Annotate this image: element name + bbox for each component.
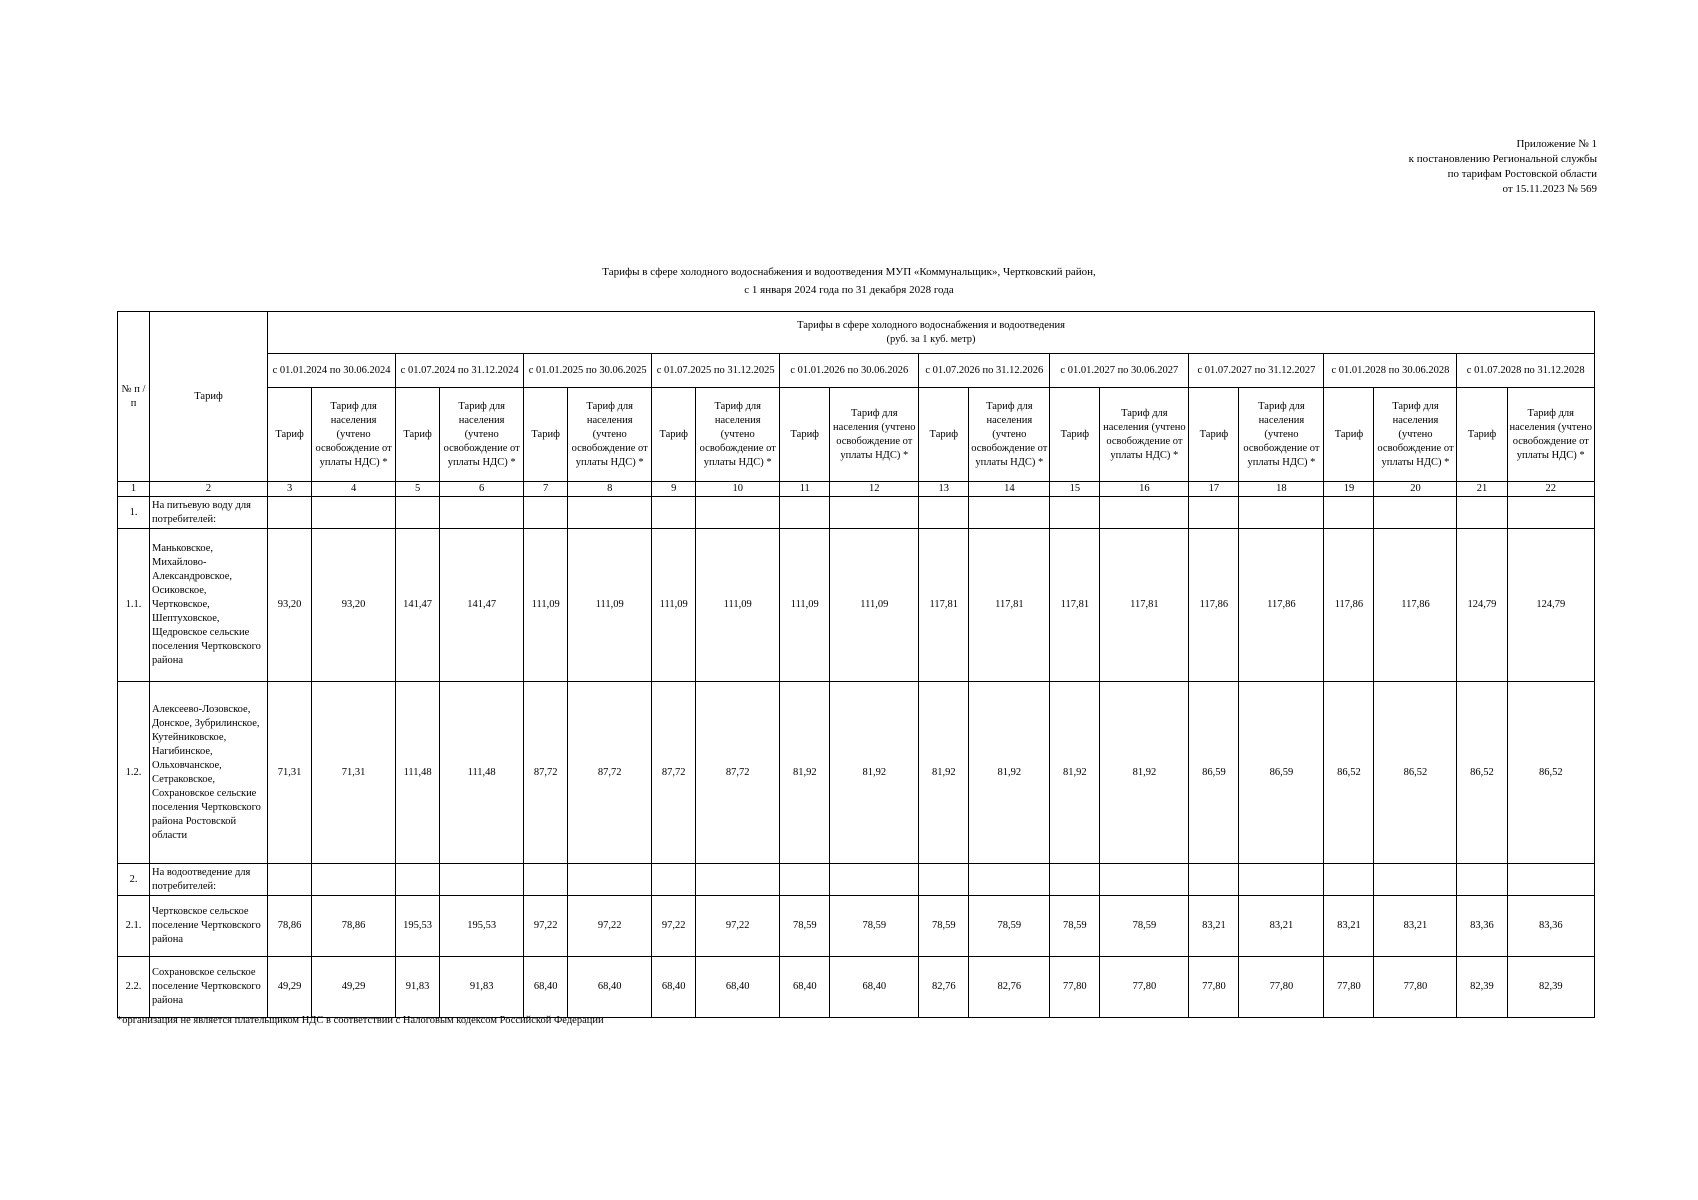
tariff-value [396,864,440,896]
tariff-value: 49,29 [268,957,312,1018]
tariff-value: 71,31 [312,682,396,864]
tariff-value [268,864,312,896]
period-header: с 01.01.2027 по 30.06.2027 [1050,354,1189,388]
column-number: 22 [1507,482,1595,497]
footnote: *организация не является плательщиком НДС в соответствии с Налоговым кодексом Российской Федерации [117,1015,604,1026]
table-row [118,682,1595,864]
column-number: 5 [396,482,440,497]
tariff-value: 78,59 [780,896,830,957]
tariff-value [1189,864,1239,896]
tariff-value: 111,09 [524,529,568,682]
appendix-line: от 15.11.2023 № 569 [1502,183,1597,195]
group-header-unit: (руб. за 1 куб. метр) [886,333,976,345]
tariff-value [1239,864,1324,896]
tariff-value: 78,59 [1050,896,1100,957]
appendix-line: Приложение № 1 [1516,138,1597,150]
tariff-value [1324,497,1374,529]
tariff-value: 82,39 [1507,957,1595,1018]
period-header: с 01.01.2028 по 30.06.2028 [1324,354,1457,388]
subheader-population-tariff: Тариф для населения (учтено освобождение от уплаты НДС) * [1100,388,1189,482]
column-number: 7 [524,482,568,497]
tariff-value: 117,86 [1189,529,1239,682]
tariff-value: 77,80 [1050,957,1100,1018]
table-row [118,957,1595,1018]
tariff-value: 111,48 [440,682,524,864]
column-number: 13 [919,482,969,497]
tariff-value: 87,72 [568,682,652,864]
column-number: 10 [696,482,780,497]
tariff-value: 93,20 [312,529,396,682]
tariff-value [696,497,780,529]
tariff-value: 111,09 [568,529,652,682]
tariff-value: 117,86 [1374,529,1457,682]
row-name: Чертковское сельское поселение Чертковского района [150,896,268,957]
tariff-value [524,864,568,896]
tariff-value: 81,92 [830,682,919,864]
tariff-value: 117,86 [1324,529,1374,682]
subheader-tariff: Тариф [396,388,440,482]
column-header-tariff: Тариф [150,312,268,482]
tariff-value: 86,52 [1324,682,1374,864]
tariff-value [1457,497,1507,529]
tariff-value: 78,86 [268,896,312,957]
tariff-value [780,497,830,529]
tariff-value [440,497,524,529]
subheader-tariff: Тариф [1457,388,1507,482]
tariff-value: 81,92 [780,682,830,864]
column-number: 16 [1100,482,1189,497]
tariff-value: 77,80 [1324,957,1374,1018]
tariff-value [1507,864,1595,896]
tariff-value: 82,76 [969,957,1050,1018]
tariff-value: 77,80 [1374,957,1457,1018]
tariff-value: 111,09 [830,529,919,682]
tariff-value: 49,29 [312,957,396,1018]
tariff-value [652,864,696,896]
column-number: 20 [1374,482,1457,497]
period-header: с 01.07.2028 по 31.12.2028 [1457,354,1595,388]
tariff-value [312,497,396,529]
tariff-value [919,497,969,529]
group-header [268,312,1595,354]
row-number: 2.1. [118,896,150,957]
column-number: 12 [830,482,919,497]
tariff-value: 82,39 [1457,957,1507,1018]
tariff-value: 81,92 [919,682,969,864]
subheader-tariff: Тариф [1324,388,1374,482]
tariff-value [568,497,652,529]
period-header: с 01.01.2026 по 30.06.2026 [780,354,919,388]
row-number: 1.2. [118,682,150,864]
tariff-value: 78,59 [919,896,969,957]
document-title [0,263,1698,299]
tariff-value [652,497,696,529]
tariff-value: 195,53 [440,896,524,957]
period-header: с 01.01.2025 по 30.06.2025 [524,354,652,388]
tariff-value [1374,497,1457,529]
tariff-value [1239,497,1324,529]
table-row [118,497,1595,529]
tariff-value: 77,80 [1100,957,1189,1018]
tariff-value: 83,21 [1324,896,1374,957]
tariff-value: 83,21 [1374,896,1457,957]
tariff-value: 97,22 [524,896,568,957]
subheader-population-tariff: Тариф для населения (учтено освобождение от уплаты НДС) * [830,388,919,482]
tariff-value: 82,76 [919,957,969,1018]
subheader-tariff: Тариф [1050,388,1100,482]
tariff-value: 86,59 [1189,682,1239,864]
tariff-value: 83,21 [1189,896,1239,957]
tariff-value: 86,52 [1374,682,1457,864]
tariff-value [780,864,830,896]
column-number: 1 [118,482,150,497]
tariff-value: 111,09 [696,529,780,682]
tariff-value: 78,59 [830,896,919,957]
subheader-population-tariff: Тариф для населения (учтено освобождение от уплаты НДС) * [1239,388,1324,482]
period-header: с 01.07.2025 по 31.12.2025 [652,354,780,388]
row-name: Алексеево-Лозовское, Донское, Зубрилинское, Кутейниковское, Нагибинское, Ольховчанское, Сетраковское, Сохрановское сельские поселения Чертковского района Ростовской области [150,682,268,864]
row-number: 1. [118,497,150,529]
subheader-population-tariff: Тариф для населения (учтено освобождение от уплаты НДС) * [696,388,780,482]
tariff-value: 124,79 [1507,529,1595,682]
row-name: Сохрановское сельское поселение Чертковского района [150,957,268,1018]
tariff-value: 97,22 [652,896,696,957]
tariff-value: 141,47 [440,529,524,682]
tariff-value: 117,81 [969,529,1050,682]
appendix-line: к постановлению Региональной службы [1408,153,1597,165]
tariff-value: 81,92 [1050,682,1100,864]
row-name: На водоотведение для потребителей: [150,864,268,896]
tariff-value [1100,864,1189,896]
row-number: 2.2. [118,957,150,1018]
tariff-value: 117,81 [1050,529,1100,682]
column-number: 9 [652,482,696,497]
column-number: 2 [150,482,268,497]
tariff-value: 77,80 [1239,957,1324,1018]
column-number: 11 [780,482,830,497]
tariff-value: 77,80 [1189,957,1239,1018]
tariff-value: 68,40 [568,957,652,1018]
tariff-value: 81,92 [1100,682,1189,864]
tariff-value: 195,53 [396,896,440,957]
table-row [118,864,1595,896]
tariff-value [969,497,1050,529]
tariff-value: 68,40 [696,957,780,1018]
subheader-population-tariff: Тариф для населения (учтено освобождение от уплаты НДС) * [568,388,652,482]
tariff-value [696,864,780,896]
tariff-value: 78,59 [969,896,1050,957]
tariff-value: 117,81 [1100,529,1189,682]
tariff-value: 78,86 [312,896,396,957]
tariff-value: 83,21 [1239,896,1324,957]
tariff-value: 71,31 [268,682,312,864]
period-header: с 01.07.2027 по 31.12.2027 [1189,354,1324,388]
column-number: 15 [1050,482,1100,497]
tariff-value [1374,864,1457,896]
tariff-value: 91,83 [396,957,440,1018]
tariff-value [268,497,312,529]
tariff-value [396,497,440,529]
tariff-value [1050,864,1100,896]
subheader-tariff: Тариф [652,388,696,482]
column-number: 4 [312,482,396,497]
period-header: с 01.01.2024 по 30.06.2024 [268,354,396,388]
subheader-population-tariff: Тариф для населения (учтено освобождение от уплаты НДС) * [1374,388,1457,482]
tariff-value [440,864,524,896]
column-number: 3 [268,482,312,497]
tariff-value: 111,48 [396,682,440,864]
column-number: 18 [1239,482,1324,497]
tariff-value [1507,497,1595,529]
period-header: с 01.07.2026 по 31.12.2026 [919,354,1050,388]
tariff-value: 124,79 [1457,529,1507,682]
subheader-population-tariff: Тариф для населения (учтено освобождение от уплаты НДС) * [440,388,524,482]
period-header: с 01.07.2024 по 31.12.2024 [396,354,524,388]
subheader-population-tariff: Тариф для населения (учтено освобождение от уплаты НДС) * [1507,388,1595,482]
tariff-value: 68,40 [780,957,830,1018]
tariff-table [117,311,1595,1018]
tariff-value: 111,09 [652,529,696,682]
group-header-title: Тарифы в сфере холодного водоснабжения и водоотведения [797,319,1065,331]
subheader-tariff: Тариф [919,388,969,482]
tariff-value: 81,92 [969,682,1050,864]
tariff-value [919,864,969,896]
tariff-value: 87,72 [696,682,780,864]
tariff-value [969,864,1050,896]
tariff-value: 83,36 [1507,896,1595,957]
tariff-value [312,864,396,896]
tariff-value: 68,40 [524,957,568,1018]
tariff-value: 86,52 [1507,682,1595,864]
title-line-2: с 1 января 2024 года по 31 декабря 2028 года [744,284,954,296]
tariff-value: 86,59 [1239,682,1324,864]
tariff-value [1189,497,1239,529]
tariff-value [1050,497,1100,529]
tariff-value: 111,09 [780,529,830,682]
row-name: Маньковское, Михайлово-Александровское, Осиковское, Чертковское, Шептуховское, Щедровское сельские поселения Чертковского района [150,529,268,682]
title-line-1: Тарифы в сфере холодного водоснабжения и водоотведения МУП «Коммунальщик», Чертковский район, [602,266,1096,278]
tariff-value [568,864,652,896]
row-name: На питьевую воду для потребителей: [150,497,268,529]
tariff-value: 97,22 [696,896,780,957]
tariff-value [1324,864,1374,896]
column-number: 17 [1189,482,1239,497]
tariff-value: 117,86 [1239,529,1324,682]
subheader-population-tariff: Тариф для населения (учтено освобождение от уплаты НДС) * [312,388,396,482]
tariff-value [524,497,568,529]
subheader-tariff: Тариф [524,388,568,482]
tariff-value: 68,40 [652,957,696,1018]
subheader-tariff: Тариф [780,388,830,482]
table-row [118,896,1595,957]
column-header-number: № п /п [118,312,150,482]
row-number: 2. [118,864,150,896]
tariff-value [1100,497,1189,529]
tariff-value: 83,36 [1457,896,1507,957]
tariff-value: 78,59 [1100,896,1189,957]
subheader-tariff: Тариф [1189,388,1239,482]
column-number: 8 [568,482,652,497]
tariff-value: 93,20 [268,529,312,682]
tariff-value: 97,22 [568,896,652,957]
tariff-value: 68,40 [830,957,919,1018]
tariff-value [830,497,919,529]
table-row [118,529,1595,682]
tariff-value: 86,52 [1457,682,1507,864]
tariff-value: 91,83 [440,957,524,1018]
tariff-value: 117,81 [919,529,969,682]
tariff-value [1457,864,1507,896]
column-number: 6 [440,482,524,497]
tariff-value [830,864,919,896]
subheader-tariff: Тариф [268,388,312,482]
subheader-population-tariff: Тариф для населения (учтено освобождение от уплаты НДС) * [969,388,1050,482]
appendix-block [1409,137,1597,197]
row-number: 1.1. [118,529,150,682]
column-number: 19 [1324,482,1374,497]
appendix-line: по тарифам Ростовской области [1447,168,1597,180]
tariff-value: 141,47 [396,529,440,682]
tariff-value: 87,72 [524,682,568,864]
column-number: 21 [1457,482,1507,497]
column-number: 14 [969,482,1050,497]
tariff-value: 87,72 [652,682,696,864]
